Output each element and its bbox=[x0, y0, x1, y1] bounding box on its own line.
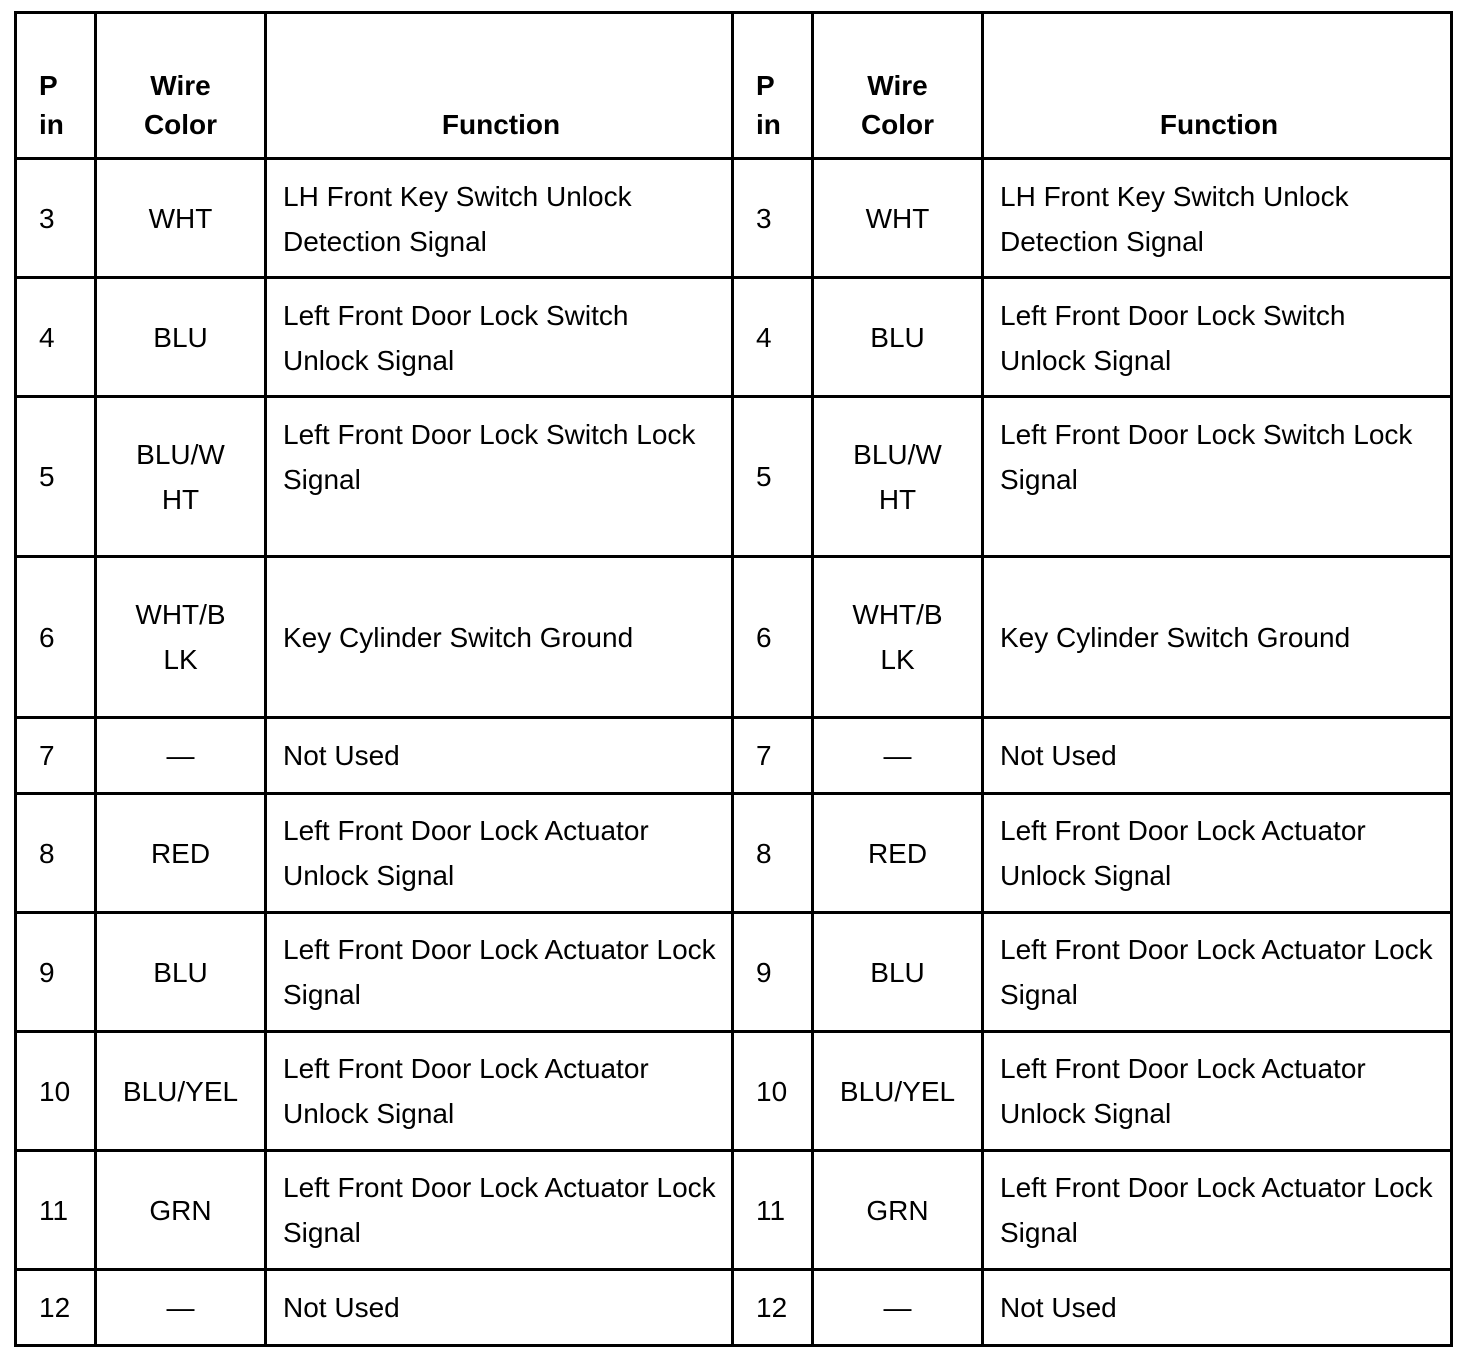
pin-cell: 10 bbox=[16, 1032, 96, 1151]
wire-color-cell: — bbox=[96, 718, 266, 794]
table-row bbox=[16, 1151, 1452, 1270]
pin-cell: 11 bbox=[733, 1151, 813, 1270]
table-row bbox=[16, 159, 1452, 278]
table-row bbox=[16, 1270, 1452, 1346]
pin-cell: 9 bbox=[16, 913, 96, 1032]
header-function-right: Function bbox=[983, 13, 1452, 159]
wire-color-cell: GRN bbox=[96, 1151, 266, 1270]
wire-color-cell: — bbox=[813, 1270, 983, 1346]
function-cell: Left Front Door Lock Switch Lock Signal bbox=[266, 397, 733, 557]
function-cell: Left Front Door Lock Actuator Lock Signal bbox=[266, 1151, 733, 1270]
function-cell: Left Front Door Lock Actuator Unlock Signal bbox=[266, 794, 733, 913]
function-cell: LH Front Key Switch Unlock Detection Signal bbox=[266, 159, 733, 278]
connector-pin-table bbox=[14, 11, 1453, 1347]
header-pin-right: P in bbox=[733, 13, 813, 159]
pin-cell: 3 bbox=[16, 159, 96, 278]
table-row bbox=[16, 913, 1452, 1032]
wire-color-cell: RED bbox=[813, 794, 983, 913]
header-wire-color-left: Wire Color bbox=[96, 13, 266, 159]
wire-color-cell: WHT/BLK bbox=[96, 557, 266, 718]
wire-color-cell: WHT/BLK bbox=[813, 557, 983, 718]
function-cell: Not Used bbox=[983, 1270, 1452, 1346]
pin-cell: 5 bbox=[16, 397, 96, 557]
header-function-left: Function bbox=[266, 13, 733, 159]
function-cell: Key Cylinder Switch Ground bbox=[266, 557, 733, 718]
function-cell: Not Used bbox=[983, 718, 1452, 794]
wire-color-cell: BLU/WHT bbox=[96, 397, 266, 557]
pin-cell: 8 bbox=[16, 794, 96, 913]
pin-cell: 11 bbox=[16, 1151, 96, 1270]
wire-color-cell: BLU bbox=[96, 278, 266, 397]
function-cell: Key Cylinder Switch Ground bbox=[983, 557, 1452, 718]
function-cell: Left Front Door Lock Actuator Unlock Signal bbox=[983, 794, 1452, 913]
header-pin-left: P in bbox=[16, 13, 96, 159]
wire-color-cell: WHT bbox=[96, 159, 266, 278]
pin-cell: 12 bbox=[16, 1270, 96, 1346]
function-cell: Not Used bbox=[266, 718, 733, 794]
function-cell: Not Used bbox=[266, 1270, 733, 1346]
wire-color-cell: BLU/YEL bbox=[96, 1032, 266, 1151]
pin-cell: 9 bbox=[733, 913, 813, 1032]
wire-color-cell: BLU/YEL bbox=[813, 1032, 983, 1151]
function-cell: LH Front Key Switch Unlock Detection Signal bbox=[983, 159, 1452, 278]
function-cell: Left Front Door Lock Actuator Lock Signal bbox=[266, 913, 733, 1032]
pin-cell: 7 bbox=[733, 718, 813, 794]
pin-cell: 3 bbox=[733, 159, 813, 278]
function-cell: Left Front Door Lock Actuator Unlock Signal bbox=[983, 1032, 1452, 1151]
pin-cell: 12 bbox=[733, 1270, 813, 1346]
table-row bbox=[16, 557, 1452, 718]
function-cell: Left Front Door Lock Switch Lock Signal bbox=[983, 397, 1452, 557]
pin-cell: 4 bbox=[16, 278, 96, 397]
wire-color-cell: WHT bbox=[813, 159, 983, 278]
table-row bbox=[16, 794, 1452, 913]
pin-cell: 8 bbox=[733, 794, 813, 913]
pin-cell: 10 bbox=[733, 1032, 813, 1151]
table-row bbox=[16, 278, 1452, 397]
header-row bbox=[16, 13, 1452, 159]
wire-color-cell: — bbox=[813, 718, 983, 794]
function-cell: Left Front Door Lock Switch Unlock Signal bbox=[983, 278, 1452, 397]
pin-cell: 7 bbox=[16, 718, 96, 794]
wire-color-cell: — bbox=[96, 1270, 266, 1346]
wire-color-cell: RED bbox=[96, 794, 266, 913]
function-cell: Left Front Door Lock Actuator Lock Signal bbox=[983, 913, 1452, 1032]
function-cell: Left Front Door Lock Switch Unlock Signal bbox=[266, 278, 733, 397]
function-cell: Left Front Door Lock Actuator Lock Signal bbox=[983, 1151, 1452, 1270]
function-cell: Left Front Door Lock Actuator Unlock Signal bbox=[266, 1032, 733, 1151]
table-row bbox=[16, 1032, 1452, 1151]
header-wire-color-right: Wire Color bbox=[813, 13, 983, 159]
wire-color-cell: BLU bbox=[96, 913, 266, 1032]
wire-color-cell: GRN bbox=[813, 1151, 983, 1270]
table-row bbox=[16, 718, 1452, 794]
pin-cell: 6 bbox=[733, 557, 813, 718]
pin-cell: 6 bbox=[16, 557, 96, 718]
wire-color-cell: BLU/WHT bbox=[813, 397, 983, 557]
table-row bbox=[16, 397, 1452, 557]
wire-color-cell: BLU bbox=[813, 913, 983, 1032]
pin-cell: 5 bbox=[733, 397, 813, 557]
pin-cell: 4 bbox=[733, 278, 813, 397]
wire-color-cell: BLU bbox=[813, 278, 983, 397]
